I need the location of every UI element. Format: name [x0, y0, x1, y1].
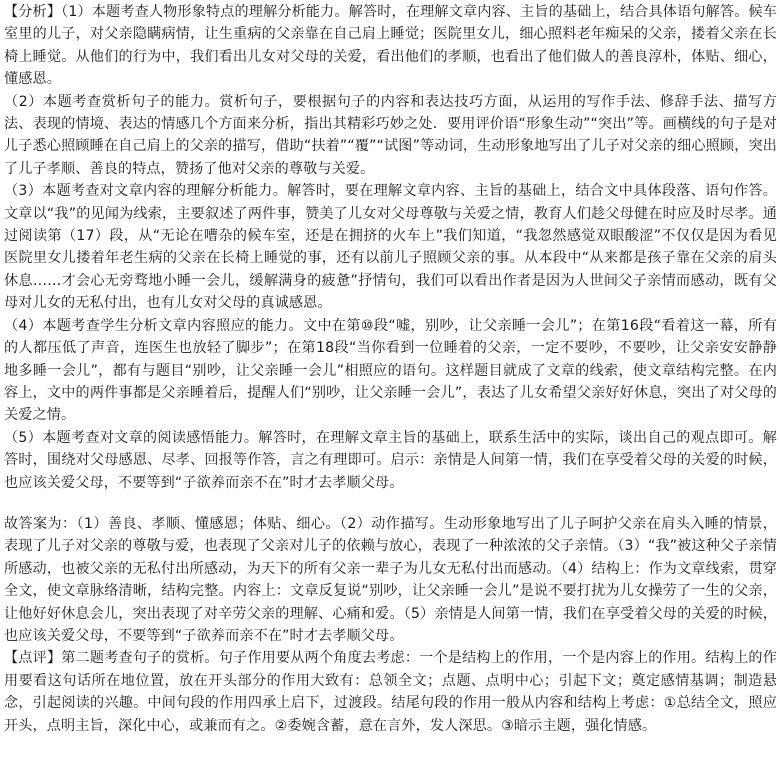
analysis-q3-paragraph: （3）本题考查对文章内容的理解分析能力。解答时，要在理解文章内容、主旨的基础上，结合文中具体段落、语句作答。文章以“我”的见闻为线索，主要叙述了两件事，赞美了儿女对父母尊敬与关爱之情，教育人们趁父母健在时应及时尽孝。通过阅读第（17）段，从“无论在嘈杂的候车室，还是在拥挤的火车上”我们知道，“我忽然感觉双眼酸涩”不仅仅是因为看见医院里女儿搂着年老生病的父亲在长椅上睡觉的事，还有以前儿子照顾父亲的事。从本段中“从来都是孩子靠在父亲的肩头休息……才会心无旁骛地小睡一会儿，缓解满身的疲惫”抒情句，我们可以看出作者是因为人世间父子亲情而感动，既有父母对儿女的无私付出，也有儿女对父母的真诚感恩。	[4, 183, 777, 312]
answer-paragraph: 故答案为：（1）善良、孝顺、懂感恩；体贴、细心。（2）动作描写。生动形象地写出了儿子呵护父亲在肩头入睡的情景，表现了儿子对父亲的尊敬与爱，也表现了父亲对儿子的依赖与放心，表现了一种浓浓的父子亲情。（3）“我”被这种父子亲情所感动，也被父亲的无私付出所感动，为天下的所有父亲一辈子为儿女无私付出而感动。（4）结构上：作为文章线索，贯穿全文，使文章脉络清晰，结构完整。内容上：文章反复说“别吵，让父亲睡一会儿”是说不要打扰为儿女操劳了一生的父亲，让他好好休息会儿，突出表现了对辛劳父亲的理解、心痛和爱。（5）亲情是人间第一情，我们在享受着父母的关爱的时候，也应该关爱父母，不要等到“子欲养而亲不在”时才去孝顺父母。	[4, 515, 777, 644]
analysis-intro-paragraph: 【分析】（1）本题考查人物形象特点的理解分析能力。解答时，在理解文章内容、主旨的基础上，结合具体语句解答。候车室里的儿子，对父亲隐瞒病情，让生重病的父亲靠在自己肩上睡觉；医院里女儿，细心照料老年痴呆的父亲，搂着父亲在长椅上睡觉。从他们的行为中，我们看出儿女对父母的关爱，看出他们的孝顺，也看出了他们做人的善良淳朴，体贴、细心，懂感恩。	[4, 4, 777, 88]
paragraph-spacer	[4, 494, 777, 513]
analysis-q2-paragraph: （2）本题考查赏析句子的能力。赏析句子，要根据句子的内容和表达技巧方面，从运用的写作手法、修辞手法、描写方法、表现的情境、表达的情感几个方面来分析，指出其精彩巧妙之处．要用评价语“形象生动”“突出”等。画横线的句子是对儿子悉心照顾睡在自己肩上的父亲的描写，借助“扶着”“覆”“试图”等动词，生动形象地写出了儿子对父亲的细心照顾，突出了儿子孝顺、善良的特点，赞扬了他对父亲的尊敬与关爱。	[4, 93, 777, 177]
comment-paragraph: 【点评】第二题考查句子的赏析。句子作用要从两个角度去考虑：一个是结构上的作用，一个是内容上的作用。结构上的作用要看这句话所在地位置，放在开头部分的作用大致有：总领全文；点题、点明中心；引起下文；奠定感情基调；制造悬念，引起阅读的兴趣。中间句段的作用四承上启下，过渡段。结尾句段的作用一般从内容和结构上考虑：①总结全文，照应开头，点明主旨，深化中心，或兼而有之。②委婉含蓄，意在言外，发人深思。③暗示主题，强化情感。	[4, 650, 777, 734]
analysis-q4-paragraph: （4）本题考查学生分析文章内容照应的能力。文中在第⑩段“嘘，别吵，让父亲睡一会儿”；在第16段“看着这一幕，所有的人都压低了声音，连医生也放轻了脚步”；在第18段“当你看到一位睡着的父亲，一定不要吵，不要吵，让父亲安安静静地多睡一会儿”，都有与题目“别吵，让父亲睡一会儿”相照应的语句。这样题目就成了文章的线索，使文章结构完整。在内容上，文中的两件事都是父亲睡着后，提醒人们“别吵，让父亲睡一会儿”，表达了儿女希望父亲好好休息，突出了对父母的关爱之情。	[4, 317, 777, 424]
analysis-q5-paragraph: （5）本题考查对文章的阅读感悟能力。解答时，在理解文章主旨的基础上，联系生活中的实际，谈出自己的观点即可。解答时，围绕对父母感恩、尽孝、回报等作答，言之有理即可。启示：亲情是人间第一情，我们在享受着父母的关爱的时候，也应该关爱父母，不要等到“子欲养而亲不在”时才去孝顺父母。	[4, 429, 777, 491]
